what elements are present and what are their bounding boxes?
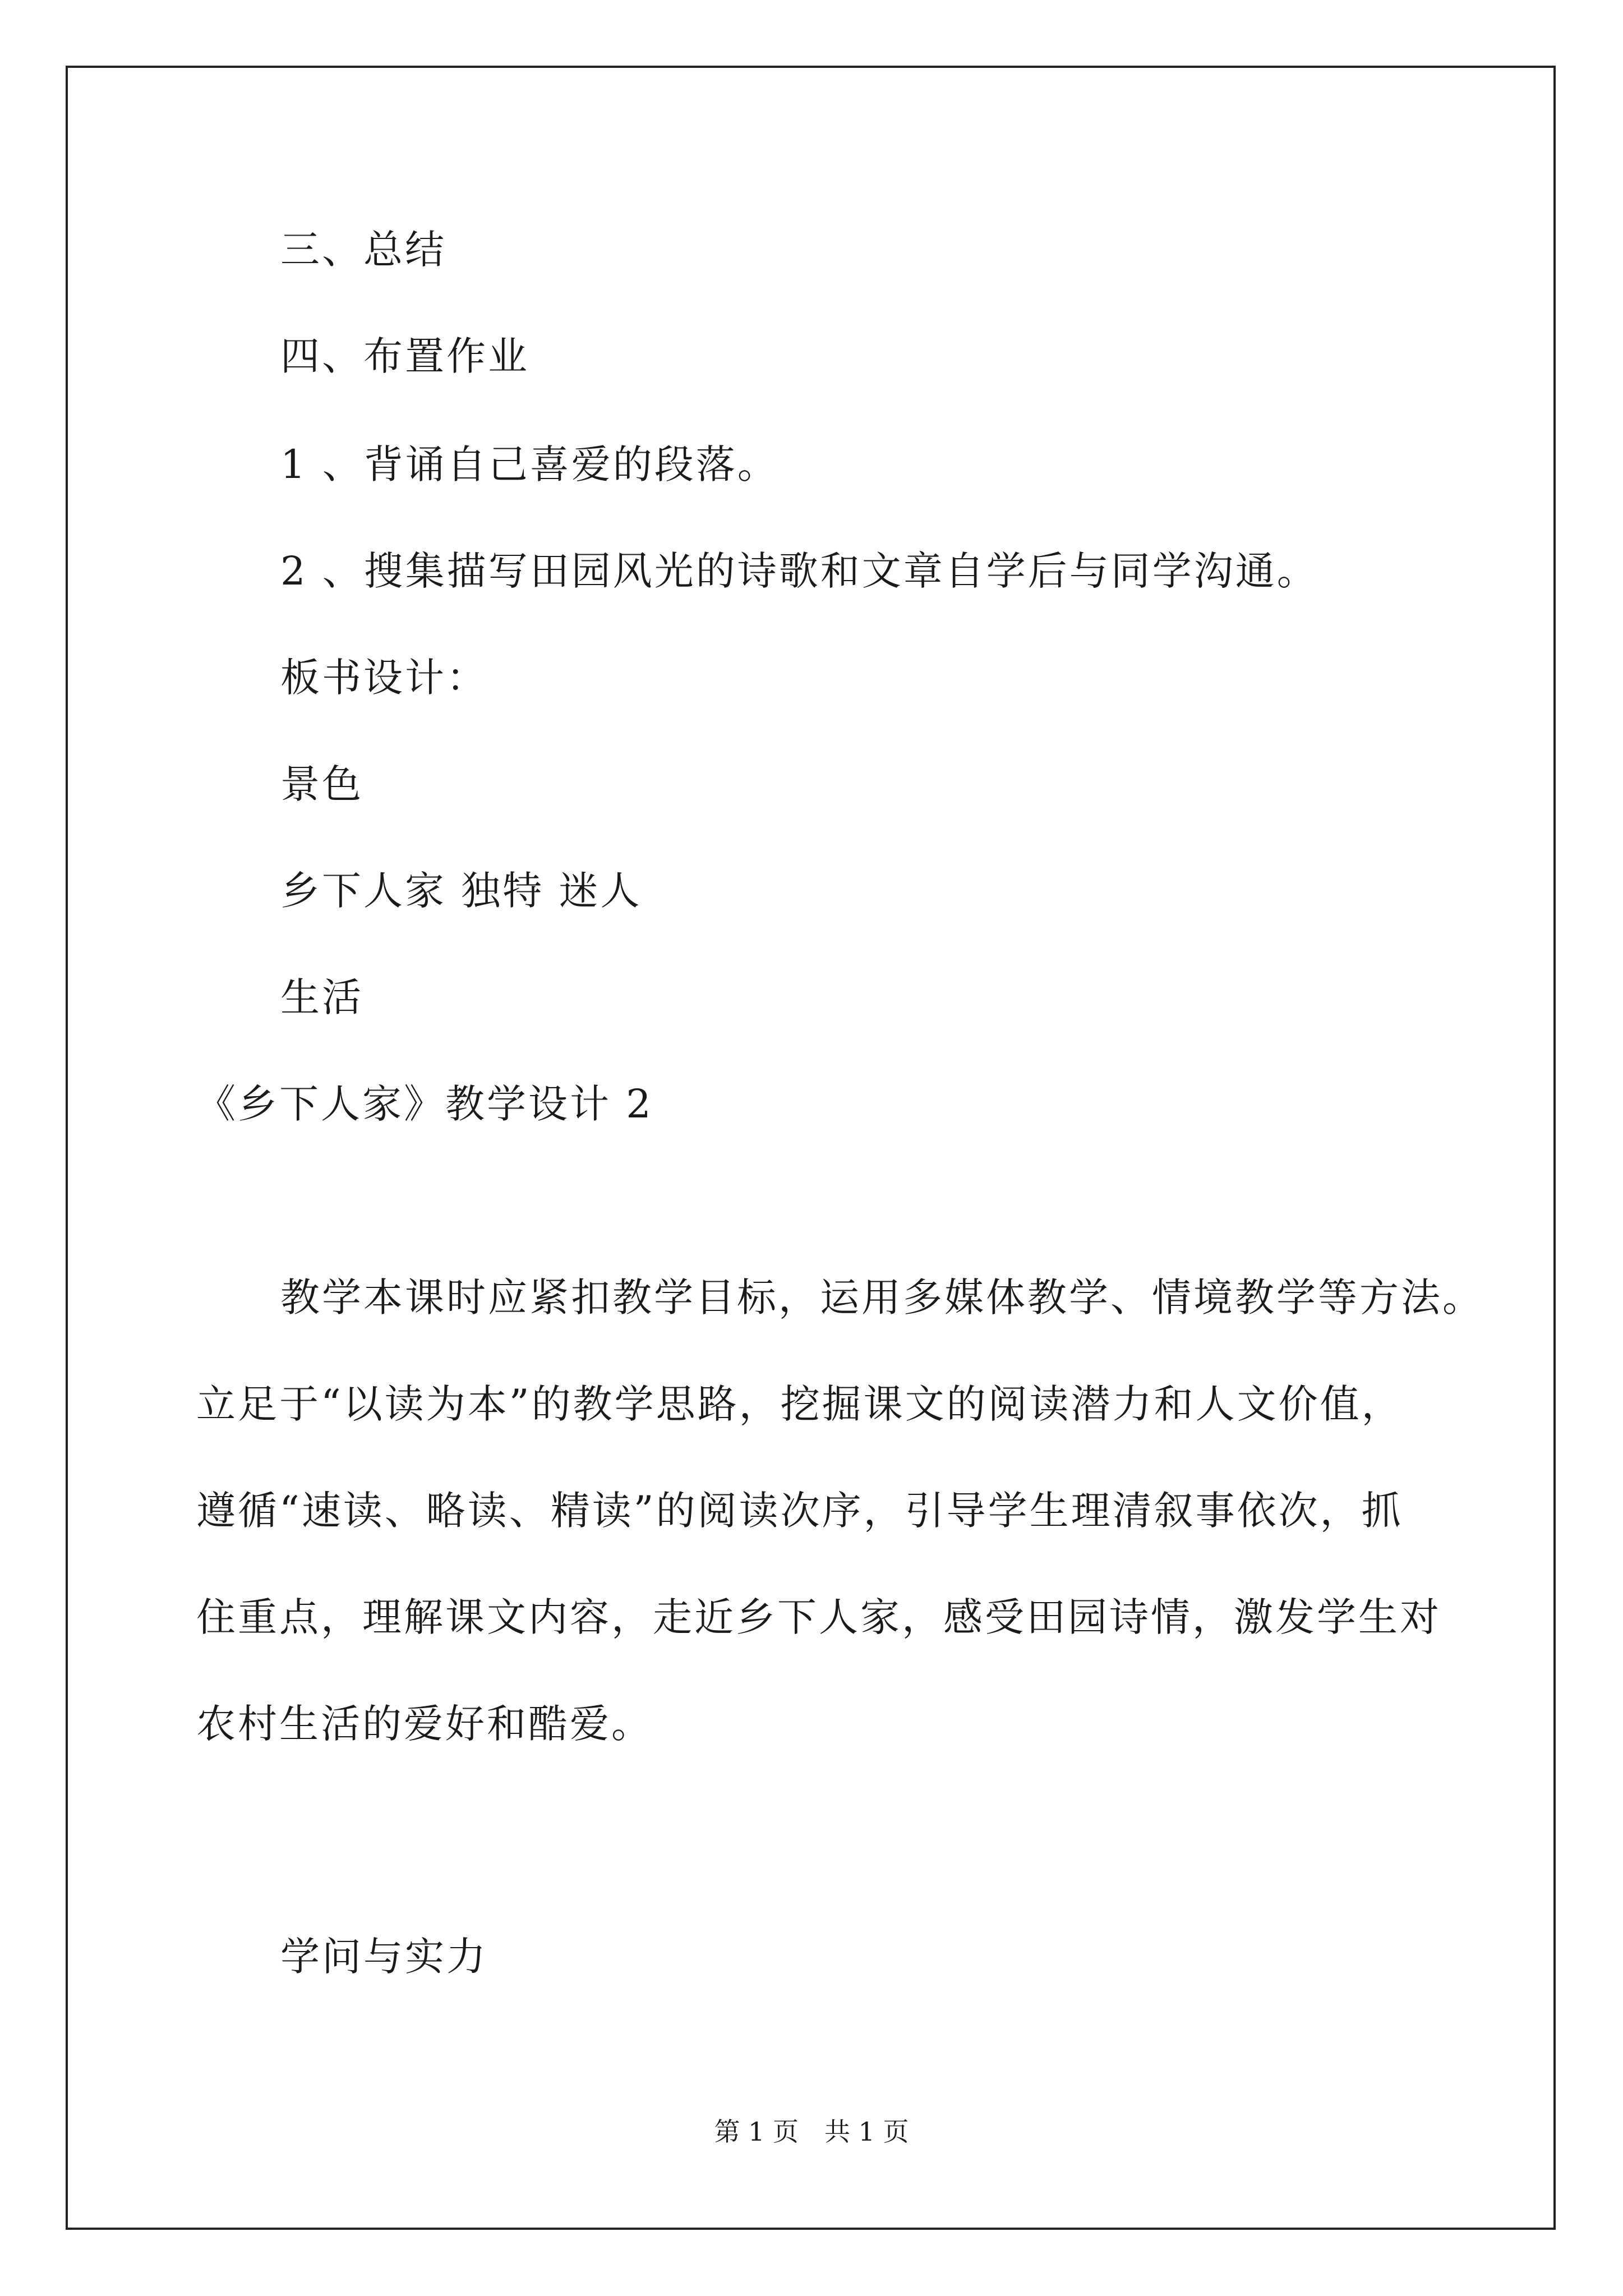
section-homework-heading: 四、布置作业 bbox=[280, 333, 529, 379]
homework-item-1: 1 、背诵自己喜爱的段落。 bbox=[280, 441, 779, 487]
section-summary-heading: 三、总结 bbox=[280, 227, 446, 273]
paragraph-line: 教学本课时应紧扣教学目标，运用多媒体教学、情境教学等方法。 bbox=[280, 1274, 1484, 1320]
board-main: 乡下人家 独特 迷人 bbox=[280, 868, 642, 914]
page-border bbox=[66, 66, 1556, 2230]
board-life: 生活 bbox=[280, 974, 363, 1020]
paragraph-line: 遵循“速读、略读、精读”的阅读次序，引导学生理清叙事依次，抓 bbox=[196, 1488, 1403, 1534]
board-scenery: 景色 bbox=[280, 761, 363, 807]
paragraph-line: 立足于“以读为本”的教学思路，挖掘课文的阅读潜力和人文价值， bbox=[196, 1381, 1403, 1427]
board-design-label: 板书设计： bbox=[280, 655, 488, 701]
paragraph-line: 住重点，理解课文内容，走近乡下人家，感受田园诗情，激发学生对 bbox=[196, 1594, 1441, 1640]
page-footer: 第 1 页 共 1 页 bbox=[714, 2116, 909, 2147]
paragraph-line: 农村生活的爱好和酷爱。 bbox=[196, 1701, 653, 1747]
homework-item-2: 2 、搜集描写田园风光的诗歌和文章自学后与同学沟通。 bbox=[280, 548, 1318, 594]
design2-title: 《乡下人家》教学设计 2 bbox=[196, 1081, 653, 1127]
knowledge-heading: 学问与实力 bbox=[280, 1934, 488, 1980]
